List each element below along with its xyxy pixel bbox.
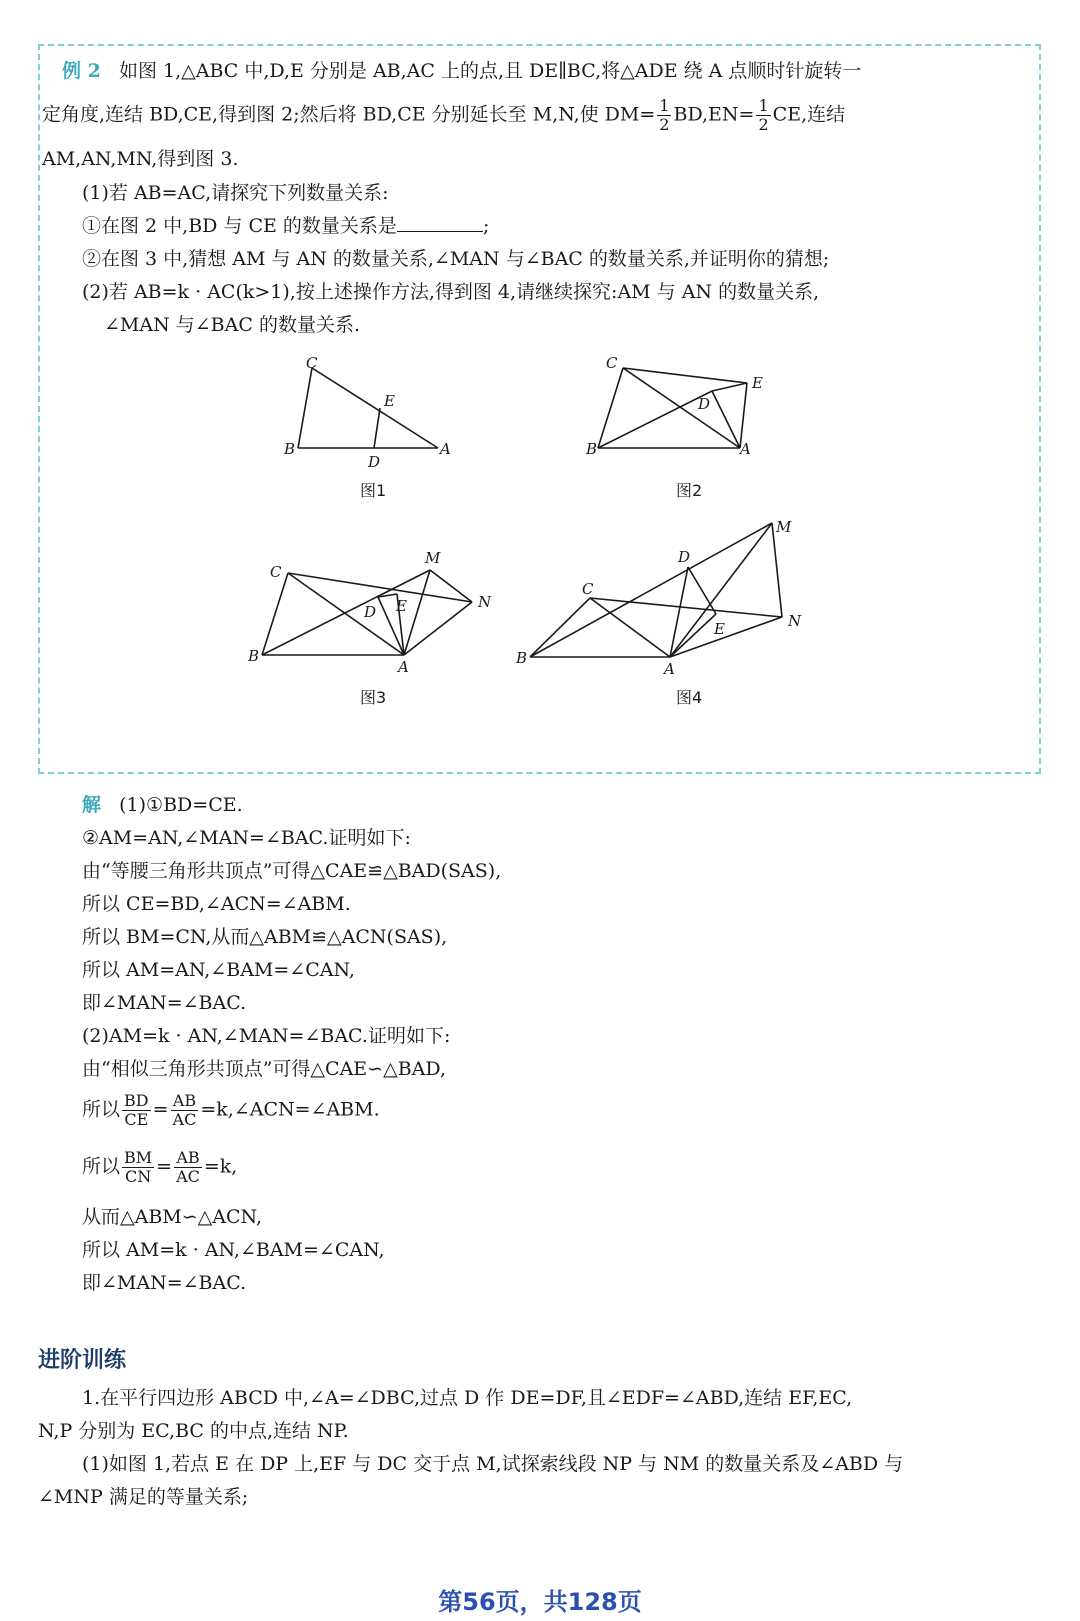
fig2-segment-da [712,391,740,448]
fig3-label-a: A [398,658,409,676]
solution-line-4: 所以 CE=BD,∠ACN=∠ABM. [82,893,351,915]
example-text-2c: CE,连结 [772,103,846,126]
fig4-segment-bm [530,523,772,657]
example-text-2a: 定角度,连结 BD,CE,得到图 2;然后将 BD,CE 分别延长至 M,N,使 DM= [42,103,656,126]
question-2: (2)若 AB=k · AC(k>1),按上述操作方法,得到图 4,请继续探究:AM 与 AN 的数量关系, [82,281,820,303]
solution-line-1: 解 (1)①BD=CE. [82,794,243,816]
fig3-label-m: M [425,549,441,567]
advanced-line-4: ∠MNP 满足的等量关系; [38,1486,249,1508]
example-text-2b: BD,EN= [673,103,755,126]
fig2-segment-bd [598,391,712,448]
figure-3-caption: 图3 [360,688,387,707]
question-2b: ∠MAN 与∠BAC 的数量关系. [104,314,360,336]
fig1-segment-cb [298,368,312,448]
example-line-1 [62,58,861,84]
fraction-half-2: $\frac{1}{2}$ [758,96,769,134]
section-title: 进阶训练 [38,1348,127,1373]
fraction-half-1: $\frac{1}{2}$ [659,96,670,134]
solution-line-3: 由“等腰三角形共顶点”可得△CAE≌△BAD(SAS), [82,860,502,882]
fig4-segment-na [670,617,782,657]
solution-line-5: 所以 BM=CN,从而△ABM≌△ACN(SAS), [82,926,448,948]
question-1a: ①在图 2 中,BD 与 CE 的数量关系是 ; [82,215,490,237]
figure-3 [240,545,510,680]
fig3-segment-mn [430,570,472,602]
fig4-segment-de [688,567,716,614]
answer-blank [397,213,483,232]
fig2-segment-cb [598,368,623,448]
fig3-segment-ca [288,573,404,655]
fraction-ab-ac-2: $\frac{AB}{AC}$ [176,1148,200,1186]
advanced-line-3: (1)如图 1,若点 E 在 DP 上,EF 与 DC 交于点 M,试探索线段 NP 与 NM 的数量关系及∠ABD 与 [82,1453,904,1475]
fig3-label-d: D [364,603,377,621]
question-1: (1)若 AB=AC,请探究下列数量关系: [82,182,389,204]
example-line-2 [42,98,845,133]
fraction-bm-cn: $\frac{BM}{CN}$ [124,1148,153,1186]
solution-label: 解 [82,794,102,816]
solution-line-2: ②AM=AN,∠MAN=∠BAC.证明如下: [82,827,411,849]
fig2-label-b: B [586,440,598,458]
fig3-label-c: C [270,563,282,581]
figure-4-caption: 图4 [676,688,703,707]
example-text-1: 如图 1,△ABC 中,D,E 分别是 AB,AC 上的点,且 DE∥BC,将△ADE 绕 A 点顺时针旋转一 [118,60,862,82]
fig3-label-n: N [478,593,492,611]
question-1b: ②在图 3 中,猜想 AM 与 AN 的数量关系,∠MAN 与∠BAC 的数量关系,并证明你的猜想; [82,248,830,270]
fig4-label-m: M [776,518,792,536]
solution-line-13: 所以 AM=k · AN,∠BAM=∠CAN, [82,1239,385,1261]
fig1-label-a: A [440,440,451,458]
solution-line-12: 从而△ABM∽△ACN, [82,1206,262,1228]
fraction-ab-ac: $\frac{AB}{AC}$ [172,1091,197,1129]
fig1-label-c: C [306,354,318,372]
fig4-segment-ca [590,598,670,657]
solution-line-6: 所以 AM=AN,∠BAM=∠CAN, [82,959,355,981]
solution-line-7: 即∠MAN=∠BAC. [82,992,247,1014]
fig3-segment-ma [404,570,430,655]
advanced-line-2: N,P 分别为 EC,BC 的中点,连结 NP. [38,1420,349,1442]
fig4-label-e: E [714,620,725,638]
fig4-label-b: B [516,649,528,667]
fig3-label-e: E [396,597,407,615]
fig2-label-e: E [752,374,763,392]
fig2-label-a: A [740,440,751,458]
figure-1-caption: 图1 [360,481,387,500]
fig2-segment-de [712,383,747,391]
fig4-label-a: A [664,660,675,678]
solution-line-8: (2)AM=k · AN,∠MAN=∠BAC.证明如下: [82,1025,451,1047]
solution-line-11: 所以 $\frac{BM}{CN}$ = $\frac{AB}{AC}$ =k, [82,1148,238,1186]
fig2-segment-ea [740,383,747,448]
figure-1 [270,350,470,475]
solution-line-10: 所以 $\frac{BD}{CE}$ = $\frac{AB}{AC}$ =k,∠ACN=∠ABM. [82,1091,380,1129]
fig3-label-b: B [248,647,260,665]
example-label: 例 2 [62,60,101,82]
fig1-segment-de [374,408,380,448]
example-line-3: AM,AN,MN,得到图 3. [42,148,239,170]
fig1-label-d: D [368,453,381,471]
fig1-label-e: E [384,392,395,410]
figure-4 [510,510,810,680]
fig4-label-d: D [678,548,691,566]
fraction-bd-ce: $\frac{BD}{CE}$ [124,1091,149,1129]
fig2-label-c: C [606,354,618,372]
fig2-label-d: D [698,395,711,413]
solution-line-14: 即∠MAN=∠BAC. [82,1272,247,1294]
figure-2-caption: 图2 [676,481,703,500]
fig4-segment-cb [530,598,590,657]
fig4-segment-mn [772,523,782,617]
solution-line-9: 由“相似三角形共顶点”可得△CAE∽△BAD, [82,1058,446,1080]
figure-2 [586,350,780,475]
page-footer: 第56页，共128页 [438,1588,642,1616]
advanced-line-1: 1.在平行四边形 ABCD 中,∠A=∠DBC,过点 D 作 DE=DF,且∠EDF=∠ABD,连结 EF,EC, [82,1387,853,1409]
fig3-segment-cb [262,573,288,655]
fig4-label-c: C [582,580,594,598]
fig1-label-b: B [284,440,296,458]
fig3-segment-na [404,602,472,655]
fig3-segment-cn [288,573,472,602]
fig4-label-n: N [788,612,802,630]
